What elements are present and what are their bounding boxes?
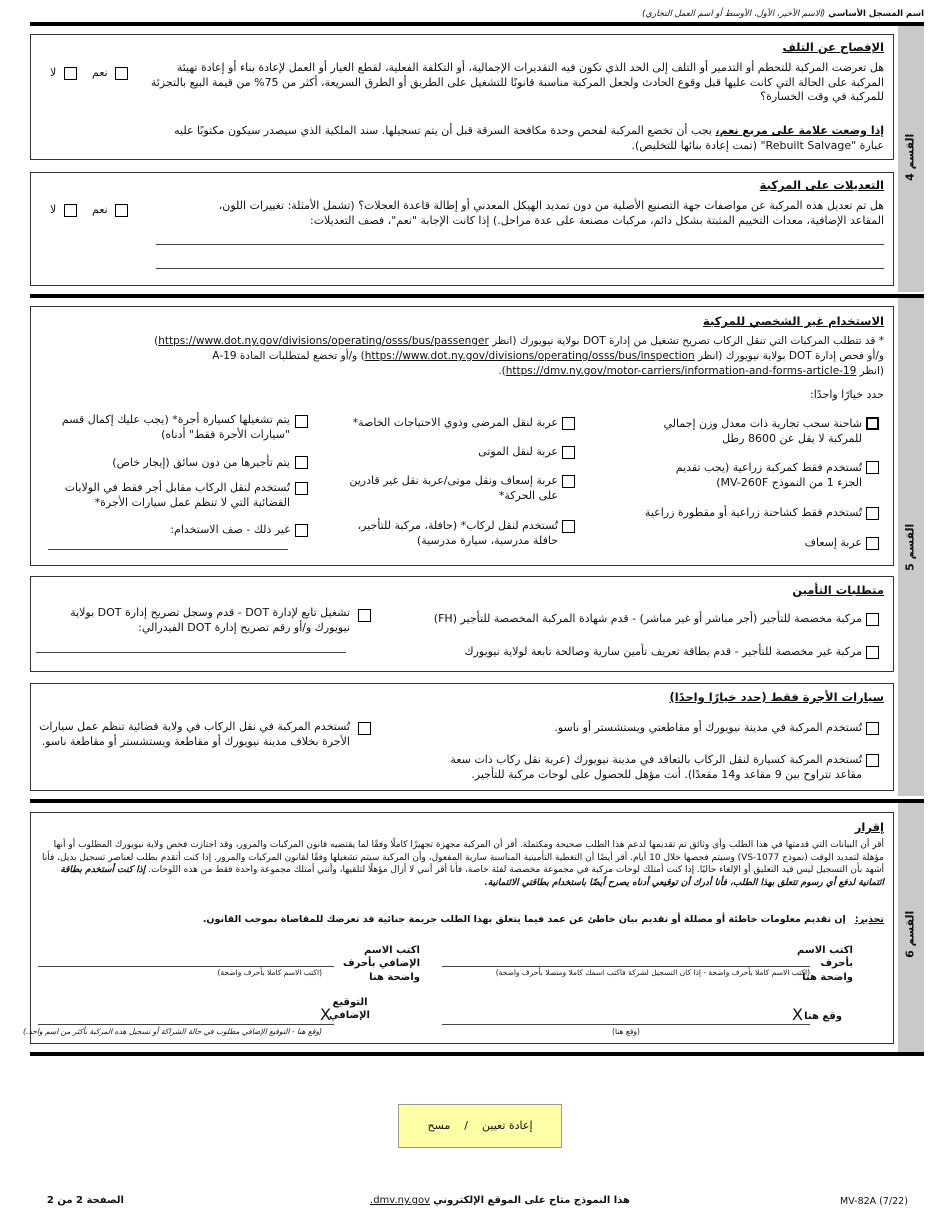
section5-bottom-rule — [30, 799, 924, 803]
print-name-line[interactable] — [442, 966, 810, 967]
section5-label: القسم 5 — [903, 523, 917, 571]
section4-label: القسم 4 — [903, 133, 917, 181]
damage-yes-checkbox[interactable] — [115, 67, 128, 80]
print-name-label: اكتب الاسم بأحرف واضحة هنا — [797, 945, 853, 983]
farm-truck-label: تُستخدم فقط كشاحنة زراعية أو مقطورة زراعية — [644, 506, 862, 519]
additional-name-line[interactable] — [38, 966, 334, 967]
hearse-label: عربة لنقل الموتى — [478, 445, 558, 458]
other-use-line[interactable] — [48, 549, 288, 550]
nonpersonal-note-1 — [44, 335, 884, 349]
unregulated-hire-checkbox[interactable] — [295, 482, 308, 495]
for-hire-vehicle-checkbox[interactable] — [866, 613, 879, 626]
damage-yes-label: نعم — [92, 66, 108, 79]
signature-line[interactable] — [442, 1024, 810, 1025]
note3-post: ). — [498, 365, 506, 377]
sign-here-label: وقع هنا — [804, 1011, 842, 1022]
nyc-livery-label: تُستخدم المركبة كسيارة لنقل الركاب بالتعاقد في مدينة نيويورك (عربة نقل ركاب ذات سعة مقاعد تتراوح بين 9 مقاعد و14 مقعدًا). أنت مؤهل للحصول على لوحات مركبة للتأجير. — [450, 753, 862, 781]
invalid-coach-label: عربة لنقل المرضى وذوي الاحتياجات الخاصة* — [352, 416, 558, 429]
insurance-title: متطلبات التأمين — [792, 583, 884, 597]
ambulette-label: عربة إسعاف ونقل موتى/عربة نقل غير قادرين على الحركة* — [349, 474, 558, 502]
ambulance-checkbox[interactable] — [866, 537, 879, 550]
ambulette-checkbox[interactable] — [562, 475, 575, 488]
nonpersonal-use-title: الاستخدام غير الشخصي للمركبة — [703, 314, 884, 328]
damage-no-label: لا — [50, 66, 57, 79]
note2-pre: و/أو فحص إدارة DOT بولاية نيويورك (انظر — [694, 350, 884, 362]
note3-pre: (انظر — [856, 365, 884, 377]
page-number: الصفحة 2 من 2 — [46, 1195, 124, 1206]
header-rule — [30, 22, 924, 26]
dot-inspection-link[interactable]: https://www.dot.ny.gov/divisions/operating/osss/bus/inspection — [364, 350, 695, 362]
modifications-yes-label: نعم — [92, 203, 108, 216]
other-jurisdiction-label: تُستخدم المركبة في نقل الركاب في ولاية قضائية تنظم عمل سيارات الأجرة بخلاف مدينة نيويورك أو مقاطعة ويستشستر أو مقاطعة ناسو. — [39, 720, 350, 748]
not-for-hire-label: مركبة غير مخصصة للتأجير - قدم بطاقة تعريف تأمين سارية وصالحة تابعة لولاية نيويورك — [464, 645, 862, 658]
primary-registrant-label — [642, 9, 924, 20]
taxi-label: يتم تشغيلها كسيارة أجرة* (يجب عليك إكمال قسم "سيارات الأجرة فقط" أدناه) — [61, 413, 290, 441]
damage-note-bold: إذا وضعت علامة على مربع نعم، — [715, 124, 884, 137]
dmv-website-link[interactable]: dmv.ny.gov. — [370, 1195, 430, 1206]
ambulance-label: عربة إسعاف — [804, 536, 862, 549]
hearse-checkbox[interactable] — [562, 446, 575, 459]
certification-body-text: أقر أن البيانات التي قدمتها في هذا الطلب وأي وثائق تم تقديمها لدعم هذا الطلب صحيحة ومكتملة. أقر أن المركبة مجهزة تجهيزًا كاملًا وفقًا لما يقتضيه قانون المركبات والمرور، وقد اجتازت فحص ولاية نيويورك المطلوب أو أنها مؤهلة لتمديد الوقت (نموذج VS-1077) وسيتم فحصها خلال 10 أيام. أقر أيضًا أن التغطية التأمينية المناسبة سارية المفعول، وأن المركبة سيتم تشغيلها وفقًا لقانون المركبات والمرور. إذا كنت أتقدم بطلب لعناصر تسجيل بديل، فأنا أشهد بأن التسجيل ليس قيد التعليق أو الإلغاء حاليًا. إذا كنت أمتلك لوحات مركبة في مجموعة مخصصة لفئة خاصة، فأنا أقر أنني لا أزال مؤهلًا لتلقيها، وأنني أمتلك مجموعة واحدة فقط من هذه اللوحات. — [41, 840, 884, 876]
certification-body — [38, 839, 884, 889]
tow-truck-checkbox[interactable] — [866, 417, 879, 430]
additional-name-label: اكتب الاسم الإضافي بأحرف واضحة هنا — [343, 945, 420, 983]
taxi-nyc-checkbox[interactable] — [866, 722, 879, 735]
credit-card-authorization: إذا كنت أستخدم بطاقة ائتمانية لدفع أي رسوم تتعلق بهذا الطلب، فأنا أدرك أن توقيعي أدناه يصرح أيضًا باستخدام بطاقتي الائتمانية. — [60, 865, 884, 888]
passenger-transport-label: تُستخدم لنقل لركاب* (حافلة، مركبة للتأجير، حافلة مدرسية، سيارة مدرسية) — [357, 519, 558, 547]
additional-signature-x: X — [320, 1005, 331, 1024]
modifications-no-checkbox[interactable] — [64, 204, 77, 217]
clear-label: مسح — [427, 1118, 451, 1132]
note2-post: ) و/أو تخضع لمتطلبات المادة 19-A — [212, 350, 365, 362]
damage-question: هل تعرضت المركبة للتحطم أو التدمير أو التلف إلى الحد الذي تكون فيه التقديرات الإجمالية، أو التكلفة الفعلية، لقطع الغيار أو العمل لإعادة بناء أو إعادة تهيئة المركبة على الحالة التي كانت عليها قبل وقوع الحادث ولجعل المركبة مناسبة قانونًا للتشغيل على الطريق أو الطرق السريعة، أكثر من 75% من قيمة البيع بالتجزئة للمركبة في وقت الخسارة؟ — [150, 61, 884, 104]
damage-disclosure-title: الإفصاح عن التلف — [782, 40, 884, 54]
damage-note-rest: يجب أن تخضع المركبة لفحص وحدة مكافحة السرقة قبل أن يتم تسجيلها. سند الملكية الذي سيصدر سيكون مكتوبًا عليه عبارة "Rebuilt Salvage" (تمت إعادة بنائها للتخليص). — [174, 124, 884, 152]
taxi-only-title: سيارات الأجرة فقط (حدد خيارًا واحدًا) — [669, 690, 884, 704]
rental-checkbox[interactable] — [295, 456, 308, 469]
warning-row — [64, 914, 884, 927]
reset-slash: / — [464, 1118, 469, 1132]
primary-registrant-hint: (الاسم الأخير، الأول، الأوسط أو اسم العمل التجاري) — [642, 9, 826, 19]
modifications-line-1[interactable] — [156, 244, 884, 245]
reset-clear-button[interactable] — [398, 1104, 562, 1148]
section6-label: القسم 6 — [903, 910, 917, 958]
reset-label: إعادة تعيين — [482, 1118, 533, 1132]
section4-bottom-rule — [30, 294, 924, 298]
choose-one-label: حدد خيارًا واحدًا: — [809, 388, 884, 401]
dot-operation-checkbox[interactable] — [358, 609, 371, 622]
print-name-hint: (اكتب الاسم كاملا بأحرف واضحة - إذا كان التسجيل لشركة فاكتب اسمك كاملا ومتصلا بأحرف واضحة) — [495, 968, 810, 977]
certification-title: إقرار — [854, 820, 884, 834]
additional-name-hint: (اكتب الاسم كاملا بأحرف واضحة) — [217, 968, 322, 977]
for-hire-vehicle-label: مركبة مخصصة للتأجير (أجر مباشر أو غير مباشر) - قدم شهادة المركبة المخصصة للتأجير (FH) — [433, 612, 862, 625]
other-jurisdiction-checkbox[interactable] — [358, 722, 371, 735]
not-for-hire-checkbox[interactable] — [866, 646, 879, 659]
modifications-line-2[interactable] — [156, 268, 884, 269]
modifications-question: هل تم تعديل هذه المركبة عن مواصفات جهة التصنيع الأصلية من دون تمديد الهيكل المعدني أو إطالة قاعدة العجلات؟ (تشمل الأمثلة: تغييرات اللون، المقاعد الإضافية، معدات التخييم المثبتة بشكل دائم، مركبات مصنعة على عدة مراحل.) إذا كانت الإجابة "نعم"، فصف التعديلات: — [218, 199, 884, 227]
modifications-yes-checkbox[interactable] — [115, 204, 128, 217]
sign-here-x: X — [792, 1005, 803, 1024]
form-id: MV-82A (7/22) — [840, 1196, 908, 1207]
additional-signature-line[interactable] — [38, 1024, 334, 1025]
dot-operation-label: تشغيل تابع لإدارة DOT - قدم وسجل تصريح إدارة DOT بولاية نيويورك و/أو رقم تصريح إدارة DOT الفيدرالي: — [70, 606, 350, 634]
taxi-checkbox[interactable] — [295, 415, 308, 428]
nonpersonal-note-3 — [44, 365, 884, 379]
modifications-title: التعديلات على المركبة — [759, 178, 884, 192]
other-use-label: غير ذلك - صف الاستخدام: — [170, 523, 290, 536]
farm-truck-checkbox[interactable] — [866, 507, 879, 520]
online-text: هذا النموذج متاح على الموقع الإلكتروني — [433, 1195, 630, 1206]
other-use-checkbox[interactable] — [295, 524, 308, 537]
online-availability — [370, 1194, 630, 1207]
warning-text: إن تقديم معلومات خاطئة أو مضللة أو تقديم بيان خاطئ عن عمد فيما يتعلق بهذا الطلب جريمة جنائية قد تعرضك للمقاضاة بموجب القانون. — [202, 914, 846, 925]
primary-registrant-title: اسم المسجل الأساسي — [828, 9, 924, 19]
damage-note — [154, 124, 884, 153]
tow-truck-label: شاحنة سحب تجارية ذات معدل وزن إجمالي للمركبة لا يقل عن 8600 رطل — [663, 417, 862, 445]
nyc-livery-checkbox[interactable] — [866, 754, 879, 767]
primary-registrant-header — [30, 0, 924, 22]
taxi-nyc-label: تُستخدم المركبة في مدينة نيويورك أو مقاطعتي ويستشستر أو ناسو. — [554, 721, 862, 734]
article-19-link[interactable]: https://dmv.ny.gov/motor-carriers/information-and-forms-article-19 — [505, 365, 857, 377]
section6-bottom-rule — [30, 1052, 924, 1056]
sign-here-hint: (وقع هنا) — [612, 1027, 640, 1036]
invalid-coach-checkbox[interactable] — [562, 417, 575, 430]
damage-no-checkbox[interactable] — [64, 67, 77, 80]
nonpersonal-note-2 — [44, 350, 884, 364]
dot-permit-line[interactable] — [36, 652, 346, 653]
farm-vehicle-label: تُستخدم فقط كمركبة زراعية (يجب تقديم الجزء 1 من النموذج MV-260F) — [675, 461, 862, 489]
note1-pre: * قد تتطلب المركبات التي تنقل الركاب تصريح تشغيل من إدارة DOT بولاية نيويورك (انظر — [488, 335, 884, 347]
additional-signature-hint: (وقع هنا - التوقيع الإضافي مطلوب في حالة الشراكة أو تسجيل هذه المركبة بأكثر من اسم واحد.) — [22, 1027, 322, 1036]
modifications-no-label: لا — [50, 203, 57, 216]
additional-signature-label: التوقيع الإضافي — [329, 997, 370, 1022]
note1-post: ) — [154, 335, 159, 347]
farm-vehicle-checkbox[interactable] — [866, 461, 879, 474]
unregulated-hire-label: تُستخدم لنقل الركاب مقابل أجر فقط في الولايات القضائية التي لا تنظم عمل سيارات الأجرة* — [64, 481, 290, 509]
passenger-transport-checkbox[interactable] — [562, 520, 575, 533]
rental-label: يتم تأجيرها من دون سائق (إيجار خاص) — [112, 456, 290, 469]
warning-label: تحذير: — [854, 914, 884, 925]
dot-passenger-link[interactable]: https://www.dot.ny.gov/divisions/operating/osss/bus/passenger — [158, 335, 489, 347]
